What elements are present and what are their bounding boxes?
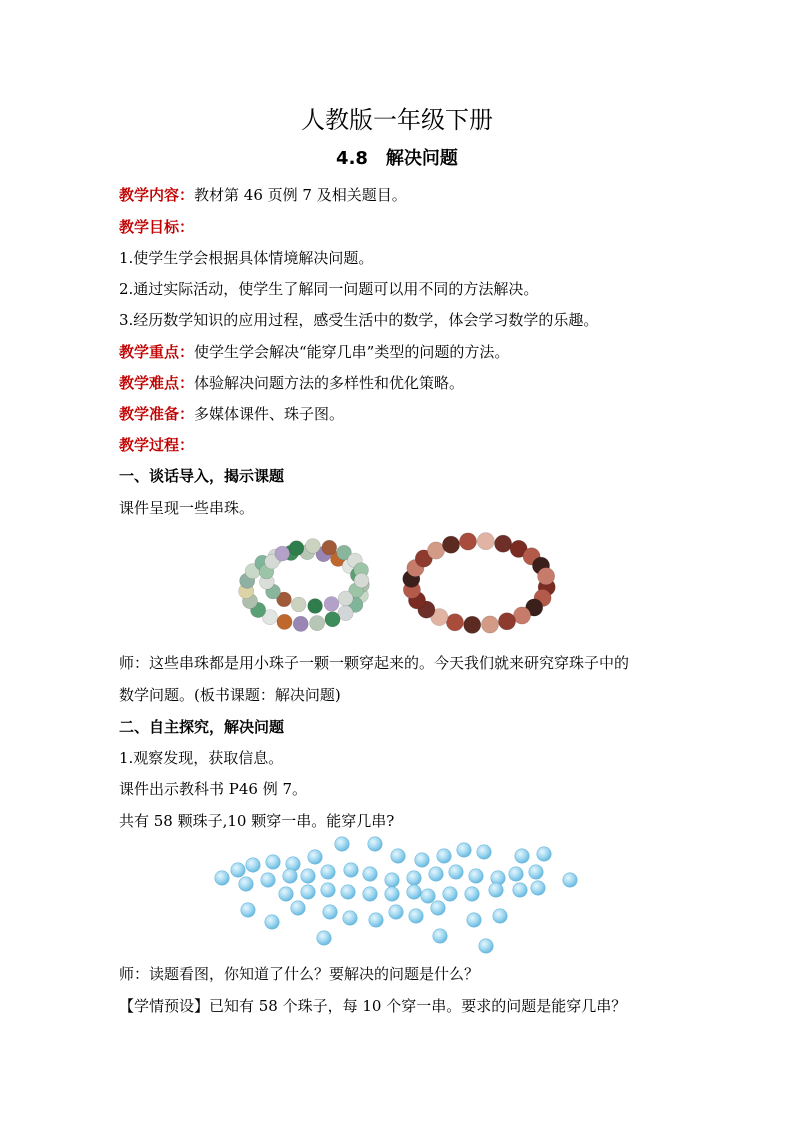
bead-icon (415, 853, 429, 867)
bracelet-bead-icon (495, 535, 512, 552)
preparation-line (119, 403, 344, 425)
goal-item: 3.经历数学知识的应用过程，感受生活中的数学，体会学习数学的乐趣。 (119, 311, 599, 329)
bracelet-bead-icon (308, 599, 323, 614)
bracelet-bead-icon (275, 546, 290, 561)
goal-item: 2.通过实际活动，使学生了解同一问题可以用不同的方法解决。 (119, 280, 539, 298)
bracelet-bead-icon (464, 616, 481, 633)
bead-icon (369, 913, 383, 927)
bead-icon (344, 863, 358, 877)
key-point-text: 使学生学会解决“能穿几串”类型的问题的方法。 (194, 343, 510, 361)
bead-icon (563, 873, 577, 887)
bracelet-bead-icon (293, 616, 308, 631)
content-text: 教材第 46 页例 7 及相关题目。 (194, 186, 407, 204)
bead-icon (513, 883, 527, 897)
bead-icon (409, 909, 423, 923)
courseware-line: 课件出示教科书 P46 例 7。 (119, 780, 308, 798)
bead-icon (321, 883, 335, 897)
bracelet-bead-icon (477, 533, 494, 550)
bead-icon (477, 845, 491, 859)
bead-icon (368, 837, 382, 851)
section-heading: 一、谈话导入，揭示课题 (119, 467, 285, 485)
bead-icon (467, 913, 481, 927)
bead-icon (443, 887, 457, 901)
bead-icon (321, 865, 335, 879)
bead-icon (489, 883, 503, 897)
problem-line: 共有 58 颗珠子,10 颗穿一串。能穿几串? (119, 812, 395, 830)
step-line: 1.观察发现，获取信息。 (119, 749, 284, 767)
key-point-line (119, 341, 509, 363)
bracelets-image (236, 526, 556, 640)
bead-icon (215, 871, 229, 885)
bead-icon (343, 911, 357, 925)
goals-label: 教学目标： (119, 218, 195, 236)
content-line (119, 184, 407, 206)
process-line (119, 434, 194, 456)
bead-icon (465, 887, 479, 901)
bead-icon (266, 855, 280, 869)
preparation-label: 教学准备： (119, 405, 195, 423)
student-preset: 【学情预设】已知有 58 个珠子，每 10 个穿一串。要求的问题是能穿几串？ (119, 997, 627, 1015)
teacher-line: 数学问题。(板书课题：解决问题) (119, 686, 341, 704)
bead-icon (391, 849, 405, 863)
bracelet-bead-icon (427, 542, 444, 559)
bead-icon (537, 847, 551, 861)
bracelet-bead-icon (306, 539, 321, 554)
teacher-line: 师：这些串珠都是用小珠子一颗一颗穿起来的。今天我们就来研究穿珠子中的 (119, 654, 630, 672)
bracelet-bead-icon (277, 614, 292, 629)
bead-icon (308, 850, 322, 864)
difficulty-line (119, 372, 464, 394)
bead-icon (433, 929, 447, 943)
preparation-text: 多媒体课件、珠子图。 (194, 405, 345, 423)
goal-item: 1.使学生学会根据具体情境解决问题。 (119, 249, 374, 267)
document-title: 人教版一年级下册 (301, 106, 493, 134)
bead-icon (457, 843, 471, 857)
section-heading: 二、自主探究，解决问题 (119, 718, 285, 736)
bead-icon (246, 858, 260, 872)
bracelet-bead-icon (459, 533, 476, 550)
bracelet-bead-icon (322, 540, 337, 555)
bead-icon (363, 887, 377, 901)
bead-icon (283, 869, 297, 883)
bracelet-bead-icon (310, 616, 325, 631)
bead-icon (529, 865, 543, 879)
bead-icon (241, 903, 255, 917)
bead-icon (301, 869, 315, 883)
process-label: 教学过程： (119, 436, 195, 454)
bead-icon (469, 869, 483, 883)
goals-line (119, 216, 194, 238)
bead-icon (429, 867, 443, 881)
bead-icon (509, 867, 523, 881)
bead-icon (301, 885, 315, 899)
bracelet-bead-icon (498, 613, 515, 630)
bead-icon (407, 885, 421, 899)
bracelet-bead-icon (442, 536, 459, 553)
bracelet-bead-icon (513, 607, 530, 624)
bead-icon (341, 885, 355, 899)
bead-icon (431, 901, 445, 915)
bracelet-bead-icon (354, 573, 369, 588)
bead-icon (421, 889, 435, 903)
bead-icon (279, 887, 293, 901)
bead-icon (389, 905, 403, 919)
bead-icon (265, 915, 279, 929)
bracelet-bead-icon (324, 597, 339, 612)
bead-icon (385, 873, 399, 887)
jade-bracelet-icon (239, 539, 370, 632)
bracelet-bead-icon (446, 614, 463, 631)
bead-icon (291, 901, 305, 915)
bead-icon (449, 865, 463, 879)
bracelet-bead-icon (289, 541, 304, 556)
bracelet-bead-icon (338, 591, 353, 606)
content-label: 教学内容： (119, 186, 195, 204)
beads-image (210, 832, 580, 960)
bead-icon (261, 873, 275, 887)
teacher-question: 师：读题看图，你知道了什么？要解决的问题是什么？ (119, 965, 480, 983)
bracelet-bead-icon (481, 616, 498, 633)
difficulty-text: 体验解决问题方法的多样性和优化策略。 (194, 374, 465, 392)
red-bracelet-icon (403, 533, 556, 634)
bracelet-bead-icon (538, 568, 555, 585)
key-point-label: 教学重点： (119, 343, 195, 361)
bead-icon (231, 863, 245, 877)
bead-icon (407, 871, 421, 885)
bead-icon (493, 909, 507, 923)
bead-icon (317, 931, 331, 945)
bead-icon (437, 849, 451, 863)
bead-icon (239, 877, 253, 891)
bead-icon (515, 849, 529, 863)
bead-icon (479, 939, 493, 953)
bead-icon (323, 905, 337, 919)
difficulty-label: 教学难点： (119, 374, 195, 392)
section1-intro: 课件呈现一些串珠。 (119, 499, 255, 517)
bead-icon (335, 837, 349, 851)
lesson-subtitle: 4.8 解决问题 (336, 148, 458, 169)
bracelet-bead-icon (325, 612, 340, 627)
bracelet-bead-icon (291, 597, 306, 612)
bead-icon (385, 887, 399, 901)
bead-icon (531, 881, 545, 895)
bead-icon (363, 867, 377, 881)
